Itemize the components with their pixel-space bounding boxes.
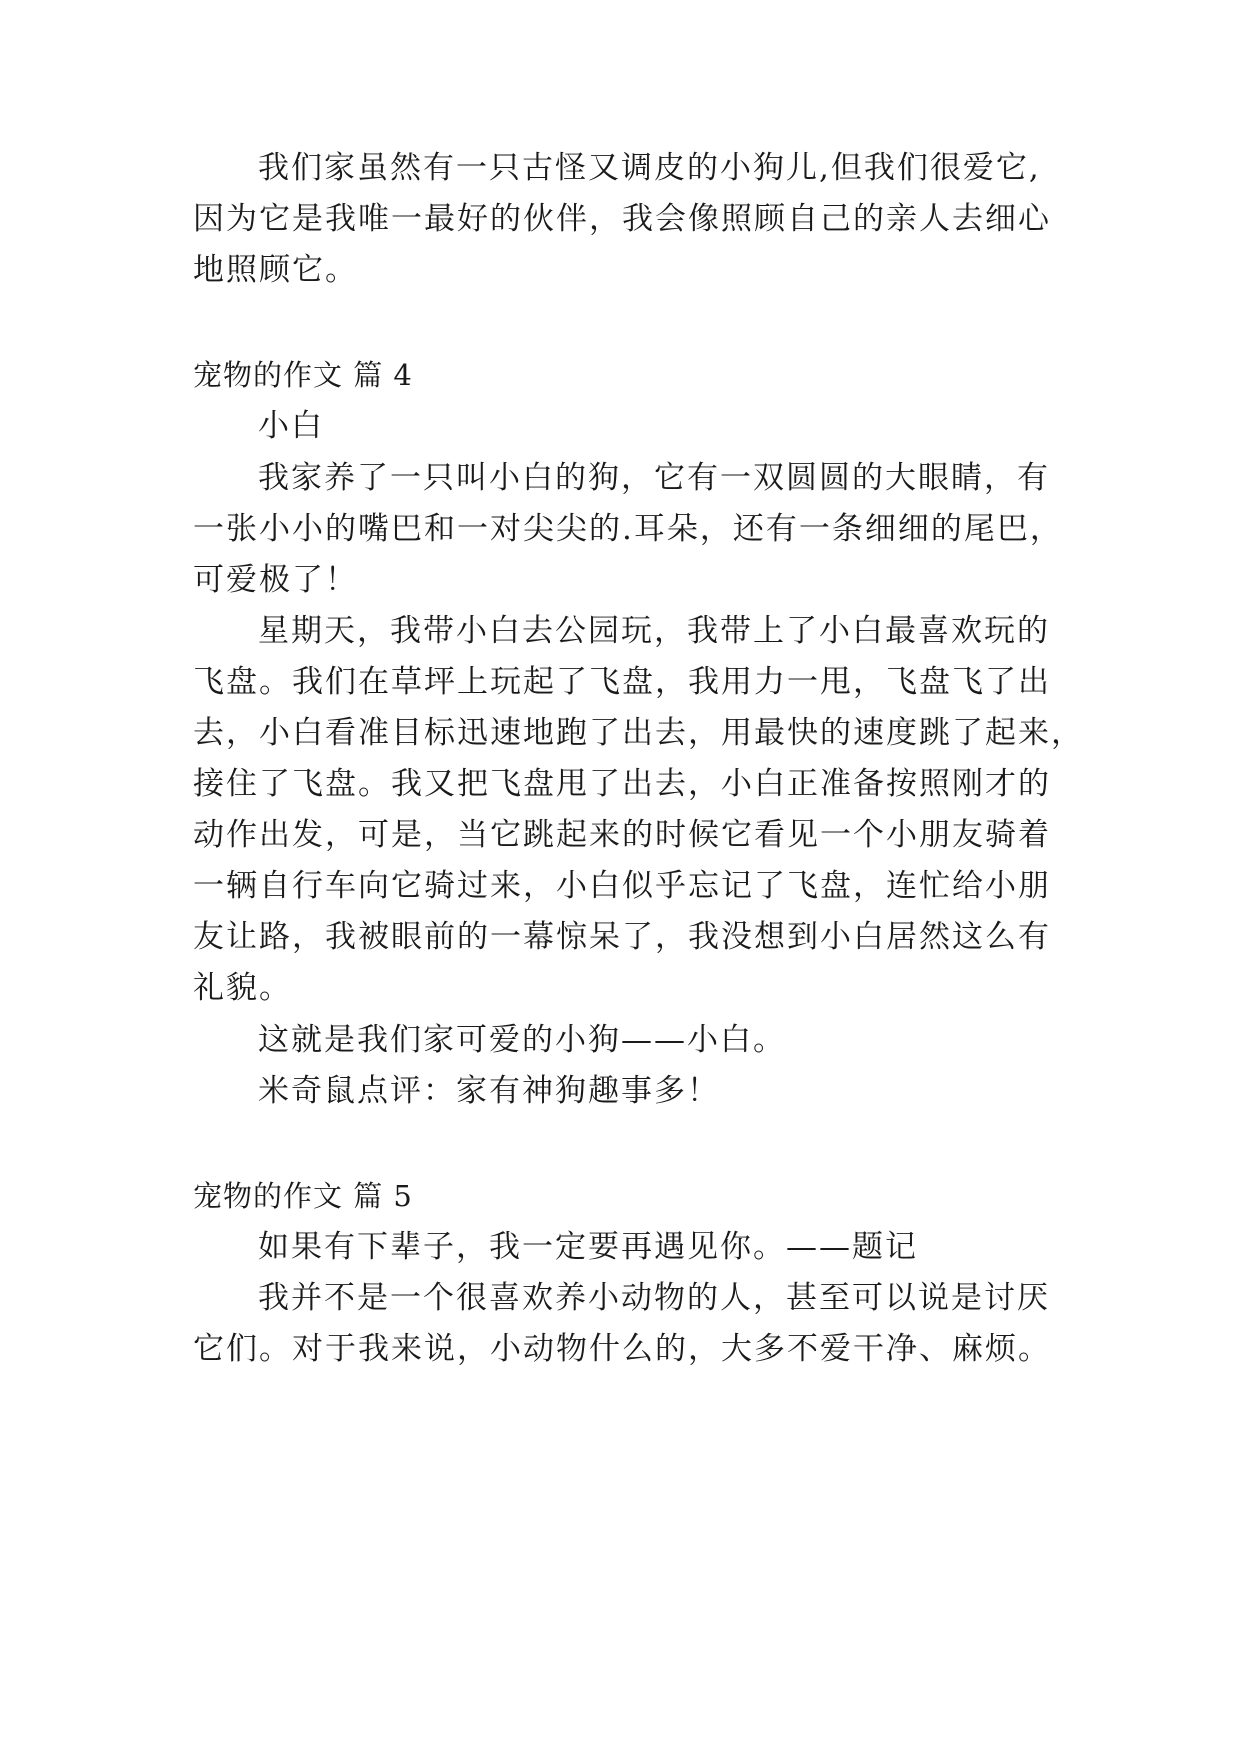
essay-title-xiaobai: 小白 <box>258 408 324 444</box>
s5-p1-line-1: 我并不是一个很喜欢养小动物的人，甚至可以说是讨厌 <box>258 1280 1050 1316</box>
s4-p2-line-1: 星期天，我带小白去公园玩，我带上了小白最喜欢玩的 <box>258 613 1050 649</box>
section-heading-4: 宠物的作文 篇 4 <box>193 358 413 392</box>
section-heading-5: 宠物的作文 篇 5 <box>193 1179 413 1213</box>
s4-p2-line-8: 礼貌。 <box>193 970 292 1006</box>
s4-p2-line-3: 去，小白看准目标迅速地跑了出去，用最快的速度跳了起来， <box>193 715 1084 751</box>
s4-p2-line-7: 友让路，我被眼前的一幕惊呆了，我没想到小白居然这么有 <box>193 919 1051 955</box>
s4-p3: 这就是我们家可爱的小狗——小白。 <box>258 1022 786 1058</box>
s5-epigraph: 如果有下辈子，我一定要再遇见你。——题记 <box>258 1229 918 1265</box>
s5-p1-line-2: 它们。对于我来说，小动物什么的，大多不爱干净、麻烦。 <box>193 1331 1051 1367</box>
s4-p2-line-5: 动作出发，可是，当它跳起来的时候它看见一个小朋友骑着 <box>193 817 1051 853</box>
s4-p2-line-4: 接住了飞盘。我又把飞盘甩了出去，小白正准备按照刚才的 <box>193 766 1051 802</box>
s4-p2-line-6: 一辆自行车向它骑过来，小白似乎忘记了飞盘，连忙给小朋 <box>193 868 1051 904</box>
intro-line-1: 我们家虽然有一只古怪又调皮的小狗儿,但我们很爱它, <box>258 150 1041 186</box>
s4-p4-comment: 米奇鼠点评：家有神狗趣事多！ <box>258 1073 720 1109</box>
s4-p2-line-2: 飞盘。我们在草坪上玩起了飞盘，我用力一甩，飞盘飞了出 <box>193 664 1051 700</box>
s4-p1-line-3: 可爱极了！ <box>193 562 358 598</box>
intro-line-2: 因为它是我唯一最好的伙伴，我会像照顾自己的亲人去细心 <box>193 201 1051 237</box>
s4-p1-line-1: 我家养了一只叫小白的狗，它有一双圆圆的大眼睛，有 <box>258 460 1050 496</box>
intro-line-3: 地照顾它。 <box>193 252 358 288</box>
s4-p1-line-2: 一张小小的嘴巴和一对尖尖的.耳朵，还有一条细细的尾巴， <box>193 511 1063 547</box>
